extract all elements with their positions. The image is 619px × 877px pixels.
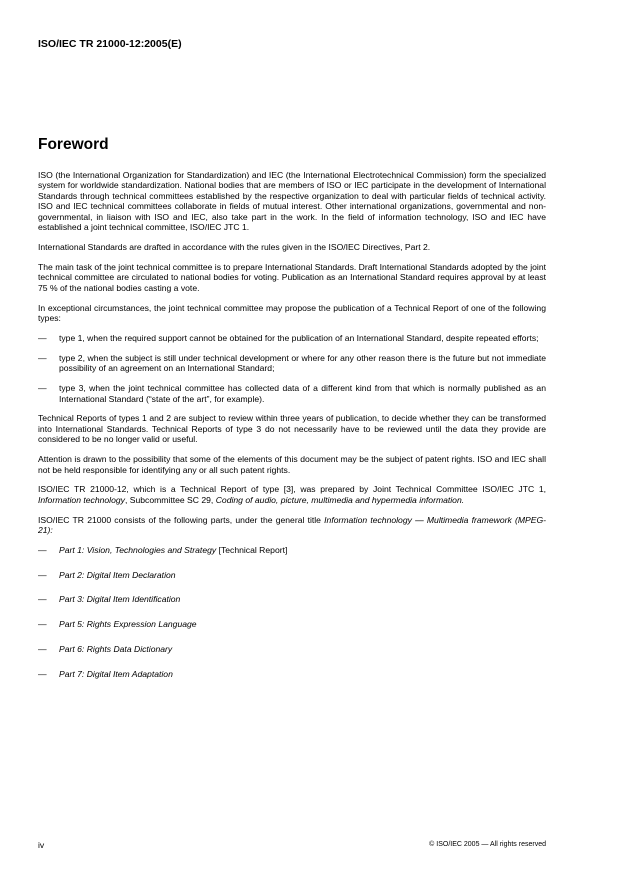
paragraph-exceptional: In exceptional circumstances, the joint technical committee may propose the publication of a Technical Report of one of the following types:: [38, 302, 546, 323]
part-7-title: Part 7: Digital Item Adaptation: [59, 668, 173, 679]
parts-list: [38, 545, 546, 679]
committee-title: Information technology: [38, 494, 125, 505]
type-1-text: type 1, when the required support cannot be obtained for the publication of an International Standard, despite repeated efforts;: [59, 332, 539, 343]
parts-intro-text: ISO/IEC TR 21000 consists of the following parts, under the general title: [38, 514, 325, 525]
general-title: Information technology — Multimedia framework (MPEG-21):: [38, 514, 546, 536]
list-item-part-1: [38, 545, 546, 555]
type-2-text: type 2, when the subject is still under technical development or where for any other reason there is the future but not immediate possibility of an agreement on an International Standard;: [59, 352, 546, 374]
list-item-part-6: [38, 644, 546, 654]
subcommittee-title: Coding of audio, picture, multimedia and hypermedia information.: [215, 494, 465, 505]
list-item-type-2: [38, 353, 546, 374]
list-item-type-3: [38, 383, 546, 404]
dash-bullet: —: [38, 352, 47, 363]
list-item-part-3: [38, 594, 546, 604]
paragraph-prepared-by: [38, 484, 546, 505]
page-number: iv: [38, 840, 45, 850]
paragraph-organizations: ISO (the International Organization for Standardization) and IEC (the International Electrotechnical Commission) form the specialized system for worldwide standardization. National bodies that are members of ISO or IEC participate in the development of International Standards through technical committees established by the respective organization to deal with particular fields of technical activity. ISO and IEC technical committees collaborate in fields of mutual interest. Other international organizations, governmental and non-governmental, in liaison with ISO and IEC, also take part in the work. In the field of information technology, ISO and IEC have established a joint technical committee, ISO/IEC JTC 1.: [38, 170, 546, 233]
list-item-type-1: [38, 333, 546, 343]
dash-bullet: —: [38, 332, 47, 343]
prepared-by-text: ISO/IEC TR 21000-12, which is a Technical Report of type [3], was prepared by Joint Technical Committee ISO/IEC JTC 1,: [38, 484, 546, 495]
copyright-notice: © ISO/IEC 2005 — All rights reserved: [429, 841, 546, 848]
foreword-body: [38, 170, 546, 693]
page-title: Foreword: [38, 136, 109, 153]
part-5-title: Part 5: Rights Expression Language: [59, 619, 197, 630]
dash-bullet: —: [38, 643, 47, 654]
part-1-title: Part 1: Vision, Technologies and Strategy: [59, 545, 217, 556]
part-1-suffix: [Technical Report]: [216, 545, 288, 556]
list-item-part-5: [38, 619, 546, 629]
paragraph-review: Technical Reports of types 1 and 2 are subject to review within three years of publication, to decide whether they can be transformed into International Standards. Technical Reports of type 3 do not necessarily have to be reviewed until the data they provide are considered to be no longer valid or useful.: [38, 413, 546, 445]
part-3-title: Part 3: Digital Item Identification: [59, 594, 181, 605]
paragraph-parts-intro: [38, 515, 546, 536]
paragraph-main-task: The main task of the joint technical committee is to prepare International Standards. Draft International Standards adopted by the joint technical committee are circulated to national bodies for voting. Publication as an International Standard requires approval by at least 75 % of the national bodies casting a vote.: [38, 261, 546, 293]
list-item-part-2: [38, 570, 546, 580]
dash-bullet: —: [38, 545, 47, 556]
paragraph-directives: International Standards are drafted in accordance with the rules given in the ISO/IEC Directives, Part 2.: [38, 241, 431, 252]
dash-bullet: —: [38, 569, 47, 580]
dash-bullet: —: [38, 594, 47, 605]
paragraph-patent: Attention is drawn to the possibility that some of the elements of this document may be the subject of patent rights. ISO and IEC shall not be held responsible for identifying any or all such patent rights.: [38, 454, 546, 475]
dash-bullet: —: [38, 668, 47, 679]
dash-bullet: —: [38, 383, 47, 394]
subcommittee-text: , Subcommittee SC 29,: [124, 494, 216, 505]
list-item-part-7: [38, 669, 546, 679]
dash-bullet: —: [38, 619, 47, 630]
type-3-text: type 3, when the joint technical committee has collected data of a different kind from that which is normally published as an International Standard (“state of the art”, for example).: [59, 383, 546, 404]
part-6-title: Part 6: Rights Data Dictionary: [59, 643, 173, 654]
part-2-title: Part 2: Digital Item Declaration: [59, 569, 176, 580]
document-id: ISO/IEC TR 21000-12:2005(E): [38, 38, 182, 50]
